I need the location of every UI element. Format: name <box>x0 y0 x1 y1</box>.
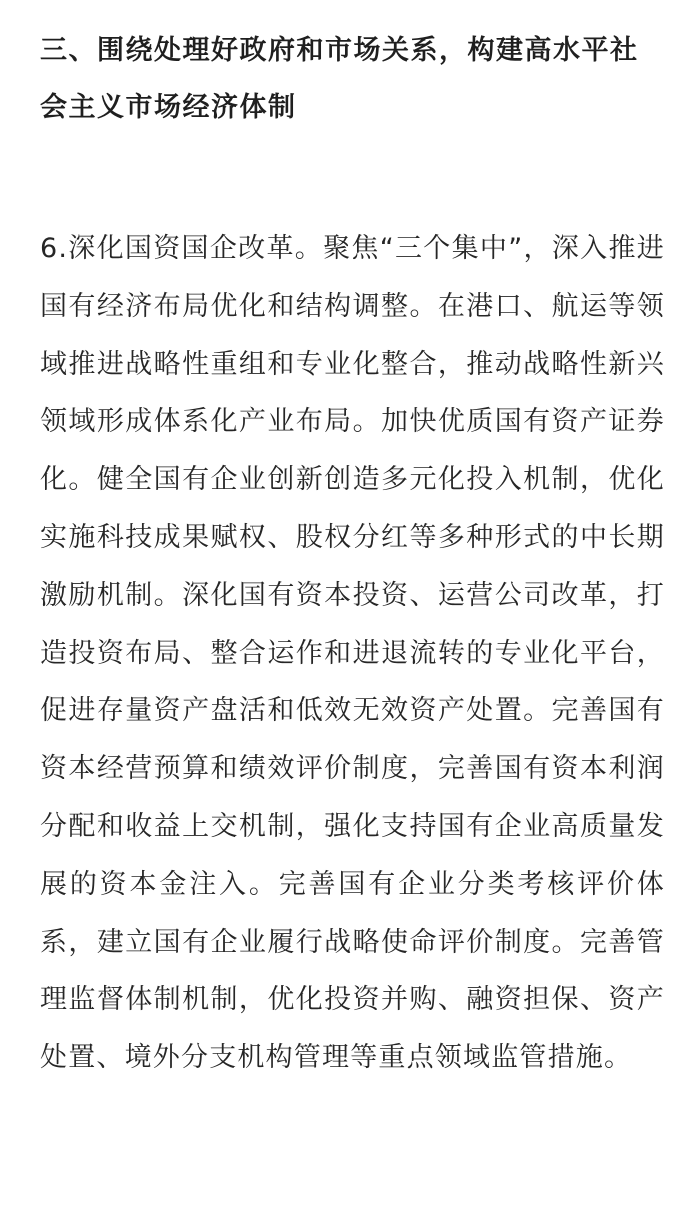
article-body <box>40 22 665 1087</box>
section-heading: 三、围绕处理好政府和市场关系，构建高水平社会主义市场经济体制 <box>40 35 639 123</box>
section-paragraph: 6.深化国资国企改革。聚焦“三个集中”，深入推进国有经济布局优化和结构调整。在港口、航运等领域推进战略性重组和专业化整合，推动战略性新兴领域形成体系化产业布局。加快优质国有资产证券化。健全国有企业创新创造多元化投入机制，优化实施科技成果赋权、股权分红等多种形式的中长期激励机制。深化国有资本投资、运营公司改革，打造投资布局、整合运作和进退流转的专业化平台，促进存量资产盘活和低效无效资产处置。完善国有资本经营预算和绩效评价制度，完善国有资本利润分配和收益上交机制，强化支持国有企业高质量发展的资本金注入。完善国有企业分类考核评价体系，建立国有企业履行战略使命评价制度。完善管理监督体制机制，优化投资并购、融资担保、资产处置、境外分支机构管理等重点领域监管措施。 <box>40 233 665 1074</box>
